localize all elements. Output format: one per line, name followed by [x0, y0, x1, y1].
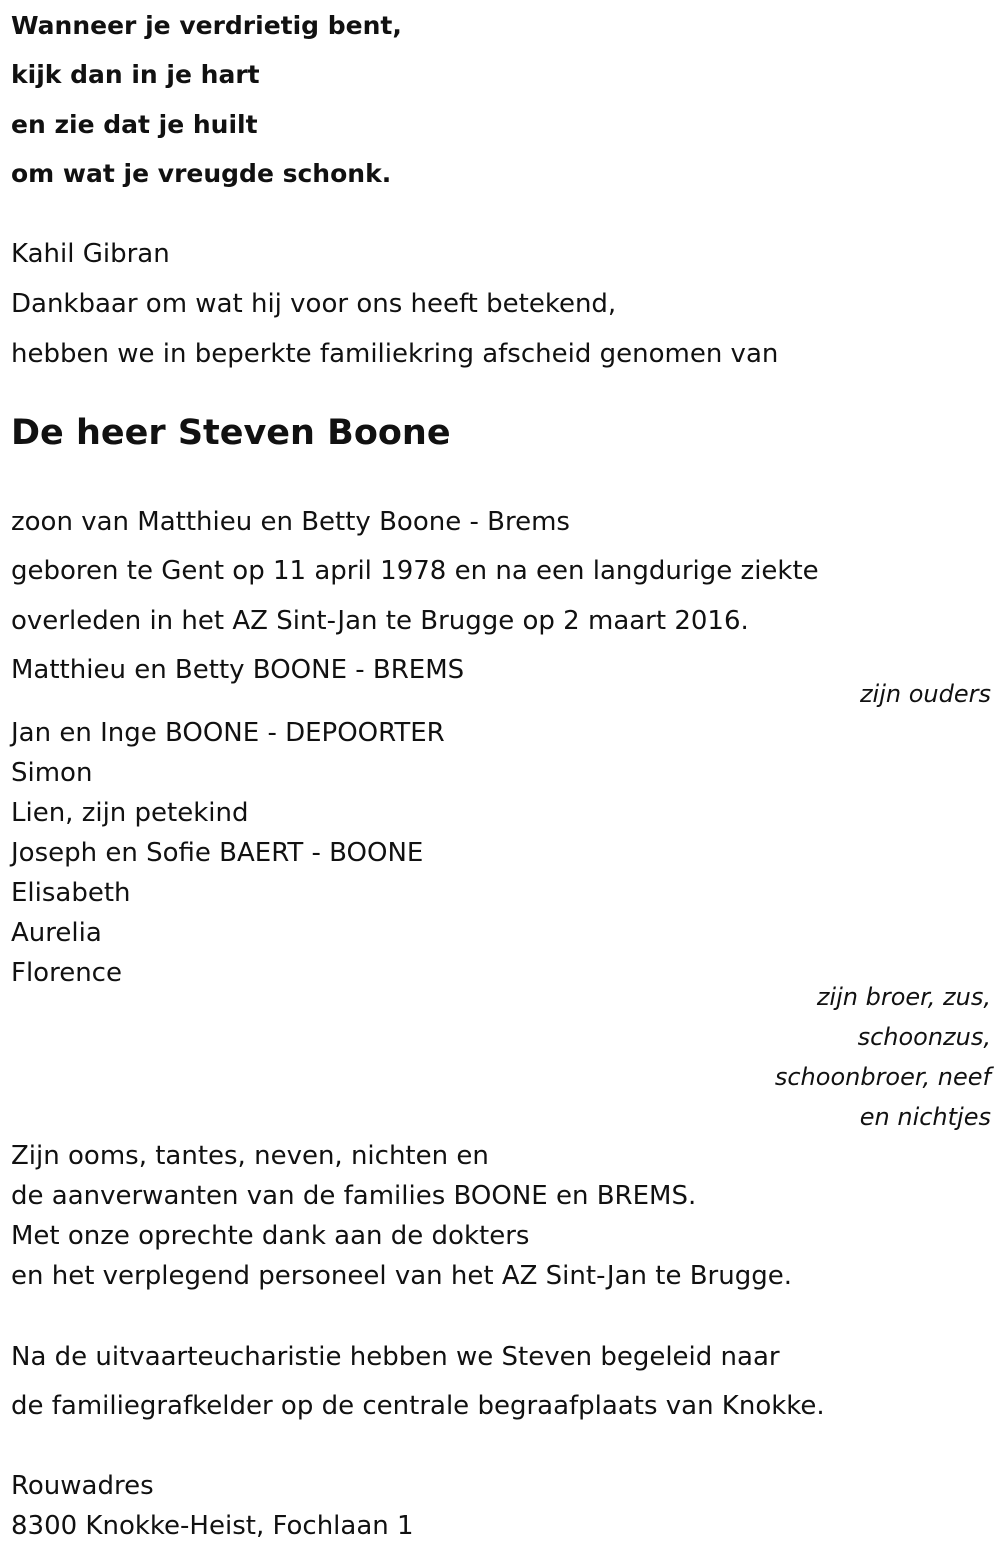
poem-line: en zie dat je huilt — [11, 110, 258, 139]
family-line: Met onze oprechte dank aan de dokters — [11, 1221, 530, 1251]
sibling-name: Aurelia — [11, 918, 102, 948]
intro-line: hebben we in beperkte familiekring afscheid genomen van — [11, 339, 779, 369]
family-line: en het verplegend personeel van het AZ Sint-Jan te Brugge. — [11, 1261, 792, 1291]
sibling-name: Jan en Inge BOONE - DEPOORTER — [11, 718, 445, 748]
sibling-name: Joseph en Sofie BAERT - BOONE — [11, 838, 424, 868]
relation-line: schoonbroer, neef — [774, 1063, 991, 1091]
poem-author: Kahil Gibran — [11, 239, 170, 269]
poem-line: om wat je vreugde schonk. — [11, 159, 392, 188]
relation-line: en nichtjes — [859, 1103, 991, 1131]
address-value: 8300 Knokke-Heist, Fochlaan 1 — [11, 1511, 414, 1541]
address-label: Rouwadres — [11, 1471, 154, 1501]
sibling-name: Simon — [11, 758, 93, 788]
relation-line: zijn broer, zus, — [816, 983, 991, 1011]
deceased-name: De heer Steven Boone — [11, 413, 451, 453]
relation-line: schoonzus, — [857, 1023, 991, 1051]
sibling-name: Lien, zijn petekind — [11, 798, 249, 828]
sibling-name: Florence — [11, 958, 122, 988]
burial-line: Na de uitvaarteucharistie hebben we Steven begeleid naar — [11, 1342, 780, 1372]
bio-line: geboren te Gent op 11 april 1978 en na een langdurige ziekte — [11, 556, 819, 586]
parents-relation: zijn ouders — [859, 680, 991, 708]
bio-line: zoon van Matthieu en Betty Boone - Brems — [11, 507, 570, 537]
burial-line: de familiegrafkelder op de centrale begraafplaats van Knokke. — [11, 1391, 825, 1421]
poem-line: Wanneer je verdrietig bent, — [11, 11, 402, 40]
poem-line: kijk dan in je hart — [11, 60, 260, 89]
sibling-name: Elisabeth — [11, 878, 131, 908]
family-line: de aanverwanten van de families BOONE en BREMS. — [11, 1181, 697, 1211]
parents-names: Matthieu en Betty BOONE - BREMS — [11, 655, 465, 685]
bio-line: overleden in het AZ Sint-Jan te Brugge op 2 maart 2016. — [11, 606, 749, 636]
family-line: Zijn ooms, tantes, neven, nichten en — [11, 1141, 489, 1171]
intro-line: Dankbaar om wat hij voor ons heeft betekend, — [11, 289, 617, 319]
